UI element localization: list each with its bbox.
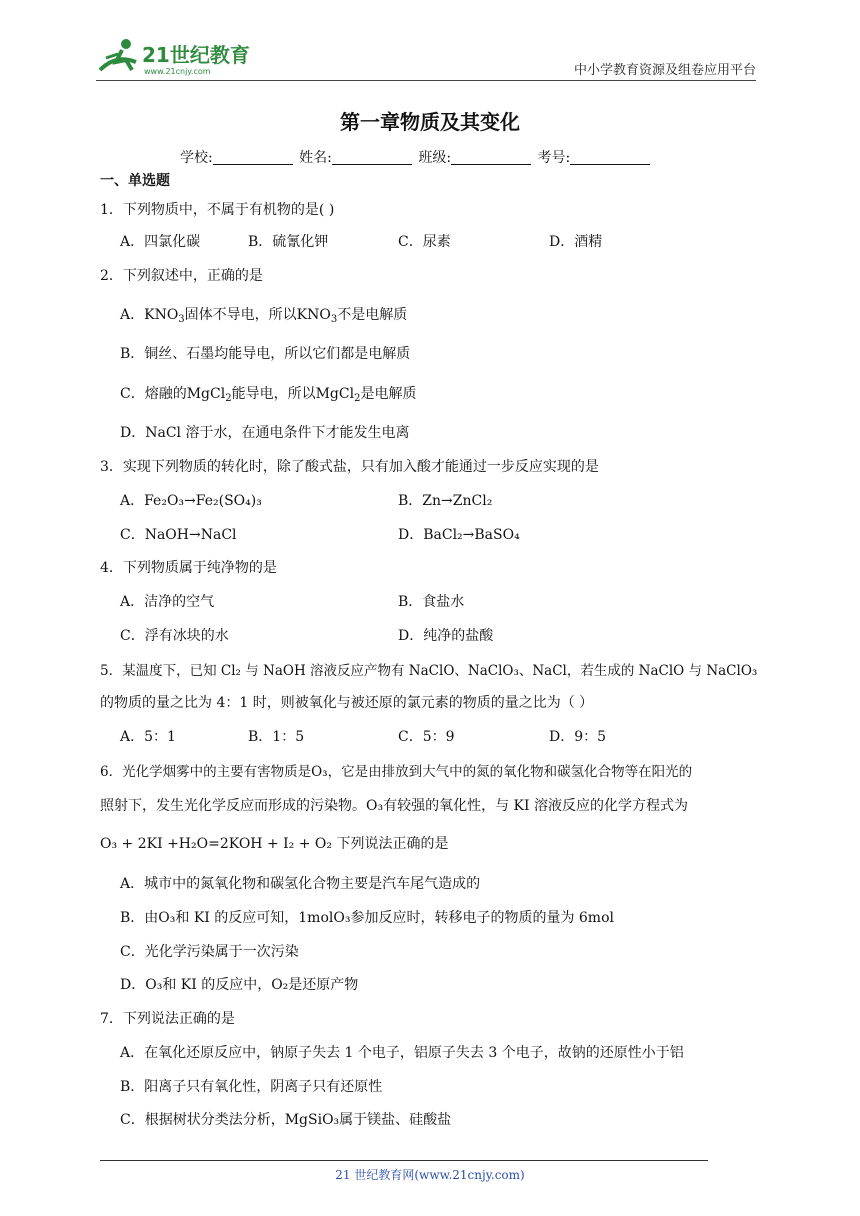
question-6-equation: O₃ + 2KI +H₂O=2KOH + I₂ + O₂ 下列说法正确的是 [100, 836, 449, 852]
q4-option-c: C．浮有冰块的水 [120, 628, 229, 644]
q1-option-a: A．四氯化碳 [120, 234, 201, 250]
q6-option-c: C．光化学污染属于一次污染 [120, 944, 299, 960]
section-heading: 一、单选题 [100, 173, 170, 189]
logo-url: www.21cnjy.com [144, 67, 211, 76]
question-4-stem: 4．下列物质属于纯净物的是 [100, 560, 277, 576]
footer-link[interactable]: 21 世纪教育网(www.21cnjy.com) [335, 1168, 525, 1182]
q5-option-a: A．5：1 [120, 729, 176, 745]
question-5-stem-line2: 的物质的量之比为 4：1 时，则被氧化与被还原的氯元素的物质的量之比为（ ） [100, 695, 594, 711]
question-2-stem: 2．下列叙述中，正确的是 [100, 268, 263, 284]
q3-option-b: B．Zn→ZnCl₂ [398, 493, 493, 509]
q3-option-d: D．BaCl₂→BaSO₄ [398, 527, 520, 543]
student-info-line [180, 147, 652, 167]
q6-option-d: D．O₃和 KI 的反应中，O₂是还原产物 [120, 977, 359, 993]
q5-option-d: D．9：5 [549, 729, 607, 745]
name-blank[interactable] [332, 150, 412, 165]
q2-option-c: C．熔融的MgCl$_2$能导电，所以MgCl$_2$是电解质 [120, 386, 417, 404]
header-divider [96, 80, 756, 81]
q1-option-b: B．硫氰化钾 [248, 234, 329, 250]
q5-option-c: C．5：9 [398, 729, 455, 745]
question-1-stem: 1．下列物质中，不属于有机物的是( ) [100, 202, 335, 218]
q7-option-b: B．阳离子只有氧化性，阴离子只有还原性 [120, 1079, 383, 1095]
q7-option-a: A．在氧化还原反应中，钠原子失去 1 个电子，铝原子失去 3 个电子，故钠的还原性小于铝 [120, 1045, 684, 1061]
q1-option-d: D．酒精 [549, 234, 603, 250]
school-label: 学校: [180, 150, 213, 166]
question-6-stem-line2: 照射下，发生光化学反应而形成的污染物。O₃有较强的氧化性，与 KI 溶液反应的化学方程式为 [100, 798, 688, 814]
q4-option-b: B．食盐水 [398, 594, 465, 610]
question-5-stem-line1: 5．某温度下，已知 Cl₂ 与 NaOH 溶液反应产物有 NaClO、NaClO₃、NaCl，若生成的 NaClO 与 NaClO₃ [100, 663, 758, 679]
q2-option-d: D．NaCl 溶于水，在通电条件下才能发生电离 [120, 425, 410, 441]
footer-divider [100, 1160, 708, 1161]
site-logo [96, 36, 256, 78]
q3-option-a: A．Fe₂O₃→Fe₂(SO₄)₃ [120, 493, 262, 509]
page-title: 第一章物质及其变化 [340, 110, 520, 134]
school-blank[interactable] [213, 150, 293, 165]
question-3-stem: 3．实现下列物质的转化时，除了酸式盐，只有加入酸才能通过一步反应实现的是 [100, 459, 599, 475]
class-label: 班级: [418, 150, 452, 166]
q5-option-b: B．1：5 [248, 729, 305, 745]
q1-option-c: C．尿素 [398, 234, 451, 250]
name-label: 姓名: [299, 150, 332, 166]
exam-no-blank[interactable] [570, 150, 650, 165]
q2-option-a: A．$KNO_3$固体不导电，所以$KNO_3$不是电解质 [120, 307, 408, 325]
header-platform-text: 中小学教育资源及组卷应用平台 [573, 63, 756, 78]
q2-option-b: B．铜丝、石墨均能导电，所以它们都是电解质 [120, 346, 411, 362]
q6-option-a: A．城市中的氮氧化物和碳氢化合物主要是汽车尾气造成的 [120, 876, 481, 892]
q4-option-d: D．纯净的盐酸 [398, 628, 494, 644]
logo-text: 21世纪教育 [142, 43, 250, 67]
exam-no-label: 考号: [537, 150, 571, 166]
q6-option-b: B．由O₃和 KI 的反应可知，1molO₃参加反应时，转移电子的物质的量为 6mol [120, 910, 614, 926]
q3-option-c: C．NaOH→NaCl [120, 527, 237, 543]
class-blank[interactable] [451, 150, 531, 165]
question-6-stem-line1: 6．光化学烟雾中的主要有害物质是O₃，它是由排放到大气中的氮的氧化物和碳氢化合物等在阳光的 [100, 764, 693, 780]
question-7-stem: 7．下列说法正确的是 [100, 1011, 235, 1027]
q4-option-a: A．洁净的空气 [120, 594, 215, 610]
q7-option-c: C．根据树状分类法分析，MgSiO₃属于镁盐、硅酸盐 [120, 1112, 452, 1128]
